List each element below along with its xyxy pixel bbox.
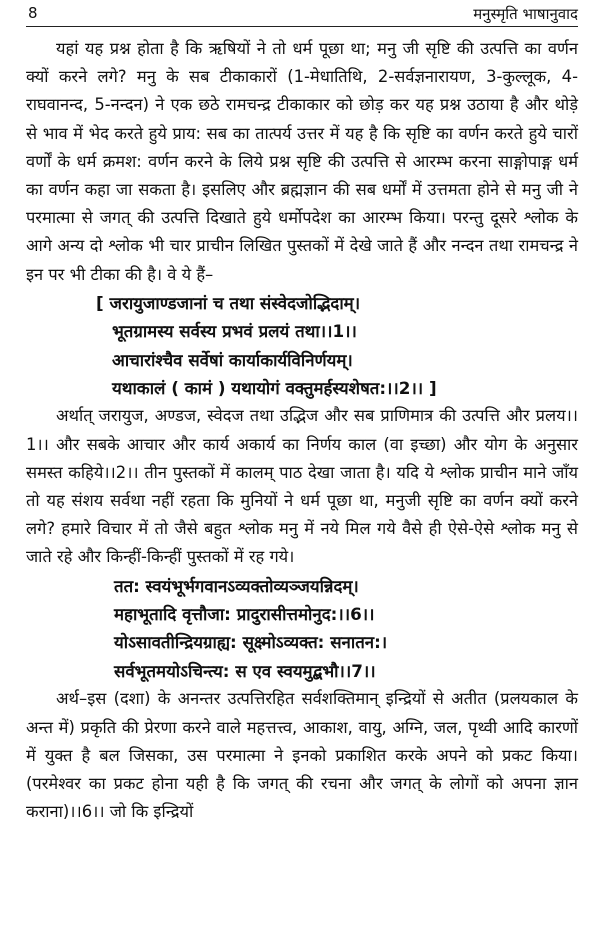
paragraph-intro: यहां यह प्रश्न होता है कि ऋषियों ने तो धर्म पूछा था; मनु जी सृष्टि की उत्पत्ति का वर्णन क्यों करने लगे? मनु के सब टीकाकारों (1-मेधातिथि, 2-सर्वज्ञनारायण, 3-कुल्लूक, 4-राघवानन्द, 5-नन्दन) ने एक छठे रामचन्द्र टीकाकार को छोड़ कर यह प्रश्न उठाया है और थोड़े से भाव में भेद करते हुये प्राय: सब का तात्पर्य उत्तर में यह है कि सृष्टि का वर्णन करते हुये चारों वर्णों के धर्म क्रमश: वर्णन करने के लिये प्रश्न सृष्टि की उत्पत्ति से आरम्भ करना साङ्गोपाङ्ग धर्म का वर्णन कहा जा सकता है। इसलिए और ब्रह्मज्ञान की सब धर्मों में उत्तमता होने से मनु जी ने परमात्मा से जगत् की उत्पत्ति दिखाते हुये धर्मोपदेश का आरम्भ किया। परन्तु दूसरे श्लोक के आगे अन्य दो श्लोक भी चार प्राचीन लिखित पुस्तकों में देखे जाते हैं और नन्दन तथा रामचन्द्र ने इन पर भी टीका की है। वे ये हैं– bbox=[26, 39, 578, 284]
verse-block-interpolated bbox=[26, 289, 578, 403]
page-header bbox=[26, 0, 578, 27]
verse-line: तत: स्वयंभूर्भगवानऽव्यक्तोव्यञ्जयन्निदम्। bbox=[114, 575, 359, 596]
paragraph-artha: अर्थ–इस (दशा) के अनन्तर उत्पत्तिरहित सर्वशक्तिमान् इन्द्रियों से अतीत (प्रलयकाल के अन्त में) प्रकृति की प्रेरणा करने वाले महत्तत्त्व, आकाश, वायु, अग्नि, जल, पृथ्वी आदि कारणों में युक्त है बल जिसका, उस परमात्मा ने इनको प्रकाशित करके अपने को प्रकट किया। (परमेश्वर का प्रकट होना यही है कि जगत् की रचना और जगत् के लोगों को अपना ज्ञान कराना)।।6।। जो कि इन्द्रियों bbox=[26, 689, 578, 822]
page-body bbox=[26, 27, 578, 826]
verse-line: आचारांश्चैव सर्वेषां कार्याकार्यविनिर्णयम्। bbox=[112, 349, 353, 370]
running-title: मनुस्मृति भाषानुवाद bbox=[473, 5, 578, 23]
verse-line: सर्वभूतमयोऽचिन्त्य: स एव स्वयमुद्बभौ।।7।। bbox=[114, 660, 376, 681]
verse-line: [ जरायुजाण्डजानां च तथा संस्वेदजोद्भिदाम्। bbox=[96, 292, 361, 313]
paragraph-meaning: अर्थात् जरायुज, अण्डज, स्वेदज तथा उद्भिज और सब प्राणिमात्र की उत्पत्ति और प्रलय।।1।। और सबके आचार और कार्य अकार्य का निर्णय काल (वा इच्छा) और योग के अनुसार समस्त कहिये।।2।। तीन पुस्तकों में कालम् पाठ देखा जाता है। यदि ये श्लोक प्राचीन माने जाँय तो यह संशय सर्वथा नहीं रहता कि मुनियों ने धर्म पूछा था, मनुजी सृष्टि का वर्णन क्यों करने लगे? हमारे विचार में तो जैसे बहुत श्लोक मनु में नये मिल गये वैसे ही ऐसे-ऐसे श्लोक मनु से जाते रहे और किन्हीं-किन्हीं पुस्तकों में रह गये। bbox=[26, 406, 578, 567]
page-number: 8 bbox=[28, 4, 38, 22]
verse-line: योऽसावतीन्द्रियग्राह्य: सूक्ष्मोऽव्यक्त: सनातन:। bbox=[114, 632, 388, 653]
verse-line: भूतग्रामस्य सर्वस्य प्रभवं प्रलयं तथा।।1।। bbox=[112, 321, 357, 342]
verse-line: यथाकालं ( कामं ) यथायोगं वक्तुमर्हस्यशेषत:।।2।। ] bbox=[112, 378, 437, 399]
verse-block-6-7 bbox=[26, 572, 578, 686]
verse-line: महाभूतादि वृत्तौजा: प्रादुरासीत्तमोनुद:।।6।। bbox=[114, 604, 375, 625]
